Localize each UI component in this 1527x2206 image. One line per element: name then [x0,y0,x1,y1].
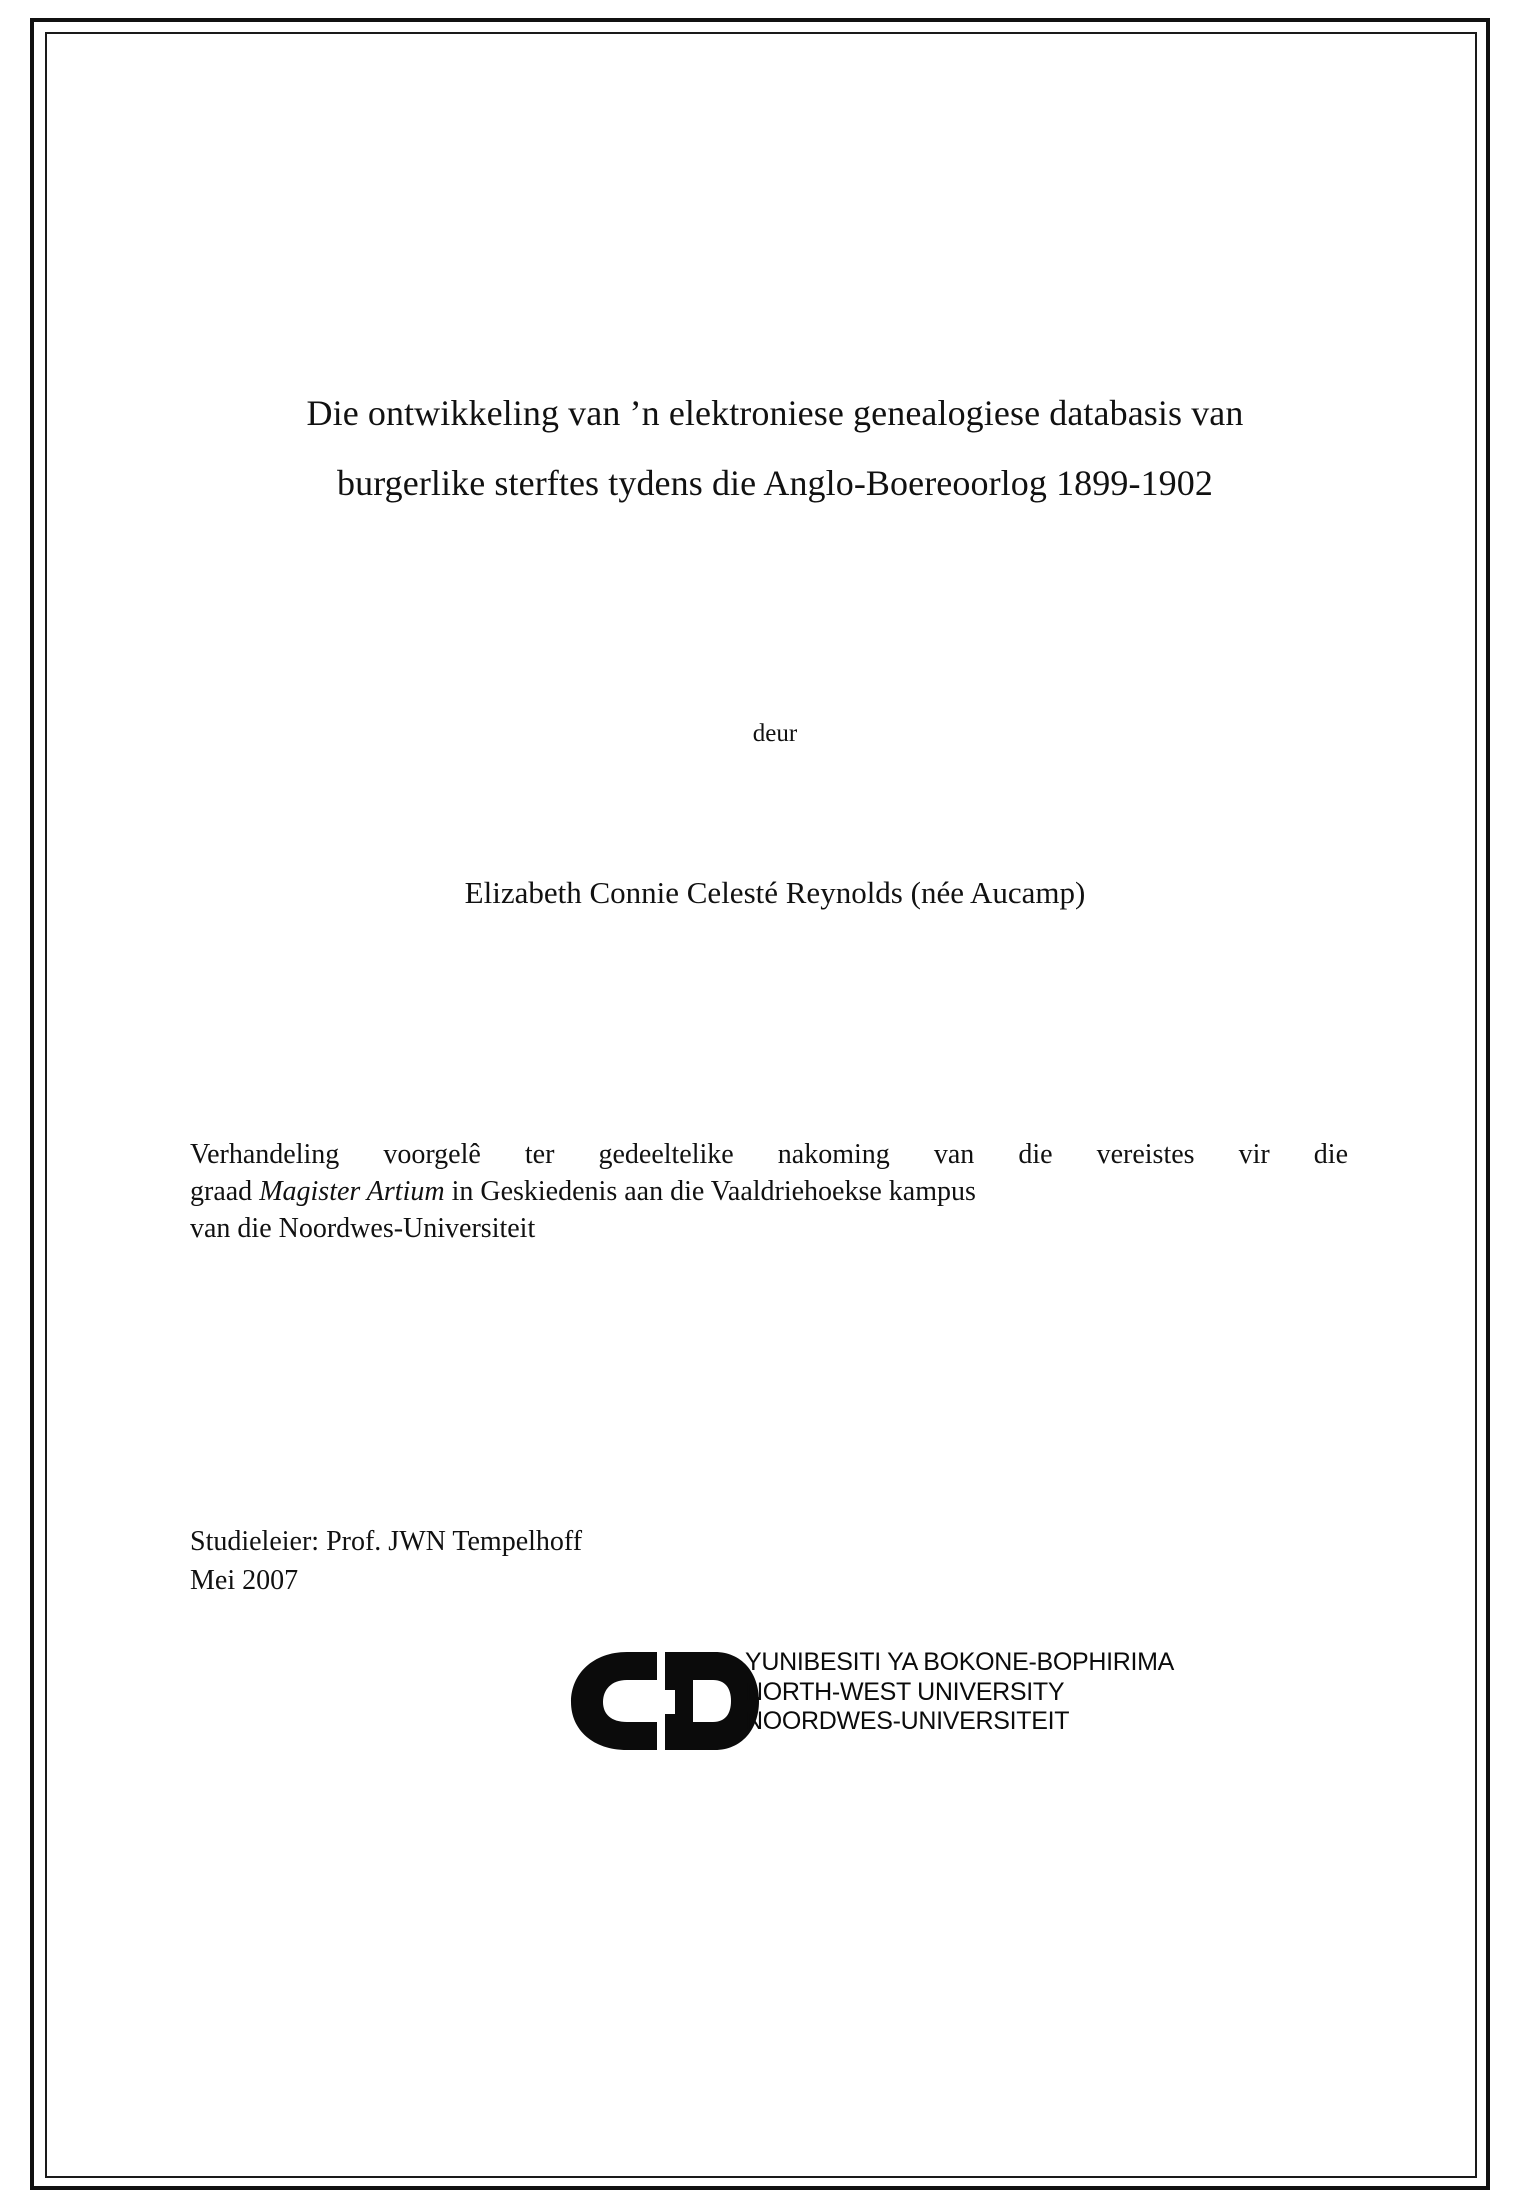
degree-statement-line-3: van die Noordwes-Universiteit [190,1212,536,1244]
title-line-1: Die ontwikkeling van ’n elektroniese genealogiese databasis van [306,393,1244,433]
degree-statement [190,1137,1348,1248]
degree-name: Magister Artium [259,1175,445,1207]
page-title [185,395,1365,501]
university-logo [565,1642,1205,1762]
degree-statement-line-1: Verhandeling voorgelê ter gedeeltelike nakoming van die vereistes vir die [190,1139,1348,1170]
degree-statement-line-2-post: in Geskiedenis aan die Vaaldriehoekse kampus [444,1175,976,1207]
date-line: Mei 2007 [190,1564,299,1596]
north-west-university-logo-mark-icon [565,1646,765,1756]
supervisor-block [190,1523,1090,1600]
page-content [150,60,1390,2140]
title-line-2: burgerlike sterftes tydens die Anglo-Boereoorlog 1899-1902 [337,463,1213,503]
author-name: Elizabeth Connie Celesté Reynolds (née Aucamp) [464,875,1086,910]
logo-text-line-3: NOORDWES-UNIVERSITEIT [745,1707,1070,1735]
logo-text-line-2: NORTH-WEST UNIVERSITY [745,1677,1065,1706]
logo-text-line-1: YUNIBESITI YA BOKONE-BOPHIRIMA [745,1648,1175,1676]
university-logo-text [745,1648,1174,1737]
degree-statement-line-2-pre: graad [190,1175,260,1207]
supervisor-line: Studieleier: Prof. JWN Tempelhoff [190,1526,583,1557]
by-label: deur [752,720,798,747]
degree-statement-line-2 [190,1174,1348,1211]
